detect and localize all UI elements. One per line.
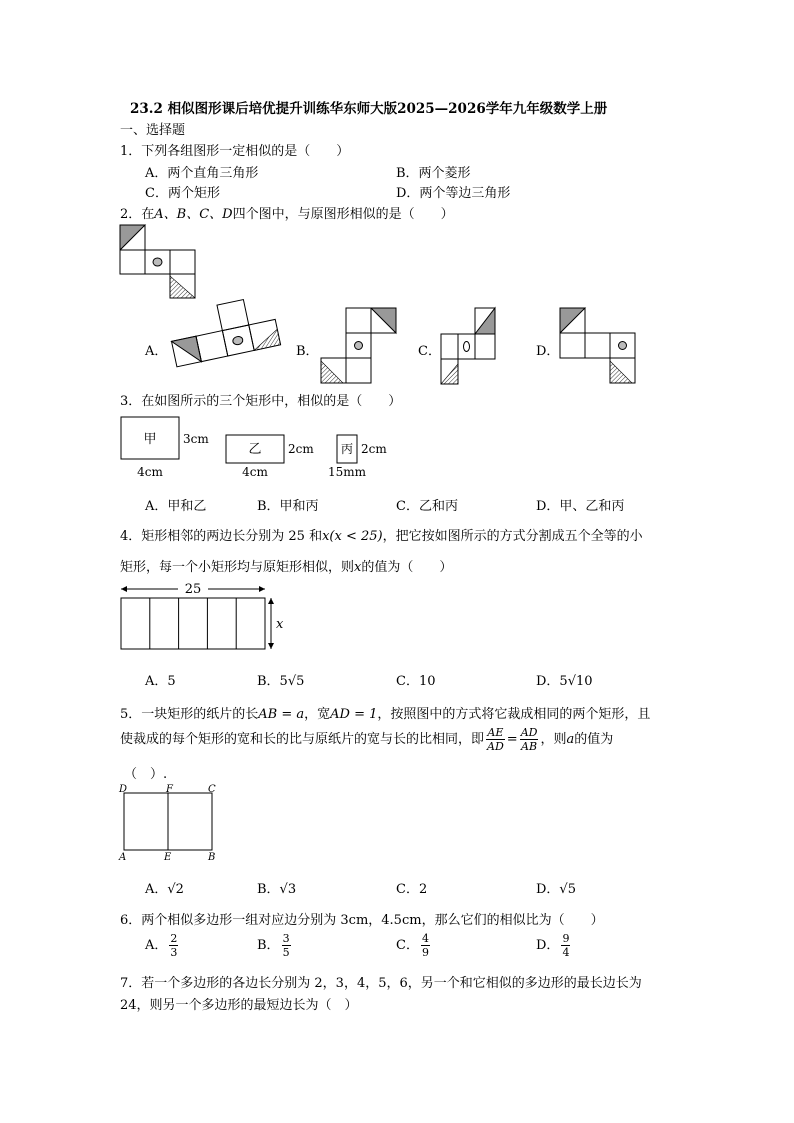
q6-d-num: 9: [562, 932, 570, 945]
q6-stem: 6．两个相似多边形一组对应边分别为 3cm，4.5cm，那么它们的相似比为（ ）: [120, 913, 604, 928]
q5-line2-var: a: [566, 732, 575, 747]
q5-label-c: C: [208, 784, 216, 795]
q3-option-a[interactable]: A．甲和乙: [145, 499, 207, 514]
q6-option-d[interactable]: [536, 932, 572, 959]
q2-option-a[interactable]: A．: [145, 344, 168, 359]
q3-rect-jia-label: 甲: [143, 432, 157, 447]
q6-a-num: 2: [170, 932, 178, 945]
q1-option-a[interactable]: A．两个直角三角形: [145, 166, 259, 181]
q5-option-c[interactable]: C．2: [396, 882, 428, 897]
q5-label-b: B: [208, 852, 216, 863]
q5-option-d[interactable]: D．√5: [536, 882, 576, 897]
q3-rect-jia-side: 3cm: [183, 432, 209, 446]
q5-frac-2: [520, 726, 539, 753]
q1-option-d[interactable]: D．两个等边三角形: [396, 186, 511, 201]
q3-stem: 3．在如图所示的三个矩形中，相似的是（ ）: [120, 394, 402, 409]
q5-line2-a: 使裁成的每个矩形的宽和长的比与原纸片的宽与长的比相同，即: [120, 732, 485, 747]
q6-d-label: D．: [536, 938, 560, 953]
q6-c-label: C．: [396, 938, 419, 953]
q2-option-a-figure[interactable]: [168, 310, 284, 366]
section-heading: 一、选择题: [120, 123, 186, 138]
q7-line-2: 24，则另一个多边形的最短边长为（ ）: [120, 998, 358, 1013]
page-title: 23.2 相似图形课后培优提升训练华东师大版2025—2026学年九年级数学上册: [130, 101, 608, 117]
q6-c-den: 9: [421, 946, 429, 959]
q4-line1-pre: 4．矩形相邻的两边长分别为 25 和: [120, 529, 323, 544]
q5-label-d: D: [119, 784, 128, 795]
q3-rect-bing-label: 丙: [340, 442, 354, 456]
q5-line2-c: 的值为: [574, 732, 614, 747]
q4-line1-cond: (x < 25): [329, 529, 383, 544]
q6-option-a[interactable]: [145, 932, 180, 959]
q2-option-b-figure[interactable]: [320, 307, 400, 385]
q3-option-c[interactable]: C．乙和丙: [396, 499, 458, 514]
q4-line1-var: x: [322, 529, 330, 544]
q5-frac2-num: AD: [520, 726, 538, 739]
q6-b-frac: [282, 932, 291, 959]
q4-line-2: [120, 556, 452, 575]
q5-frac1-den: AD: [487, 740, 504, 753]
q6-option-b[interactable]: [257, 932, 293, 959]
q5-line2-b: ，则: [540, 732, 567, 747]
q4-line-1: [120, 525, 643, 544]
q4-option-a[interactable]: A．5: [145, 674, 176, 689]
q4-line2-post: 的值为（ ）: [361, 560, 453, 575]
q3-rect-jia-bottom: 4cm: [137, 465, 163, 479]
q6-c-frac: [421, 932, 430, 959]
q5-frac2-den: AB: [521, 740, 538, 753]
q5-label-a: A: [119, 852, 127, 863]
q5-line-1: [120, 703, 650, 722]
q3-option-b[interactable]: B．甲和丙: [257, 499, 319, 514]
q2-option-d[interactable]: D．: [536, 344, 560, 359]
q6-b-label: B．: [257, 938, 280, 953]
q5-label-e: E: [164, 852, 172, 863]
q3-rect-yi-bottom: 4cm: [242, 465, 268, 479]
q1-stem: 1．下列各组图形一定相似的是（ ）: [120, 144, 350, 159]
q6-d-frac: [561, 932, 570, 959]
q6-option-c[interactable]: [396, 932, 432, 959]
q3-figure: [120, 415, 400, 480]
q2-original-figure: [119, 224, 199, 300]
q5-line1-a: 5．一块矩形的纸片的长: [120, 707, 259, 722]
q1-option-c[interactable]: C．两个矩形: [145, 186, 220, 201]
q2-stem-pre: 2．在: [120, 207, 155, 222]
q2-stem-post: 四个图中，与原图形相似的是（ ）: [232, 207, 454, 222]
q4-line2-var: x: [354, 560, 362, 575]
q4-top-label: 25: [184, 582, 202, 597]
q5-frac-1: [486, 726, 505, 753]
q5-line1-ad: AD = 1: [330, 707, 378, 722]
q5-figure: [116, 783, 226, 863]
q6-b-den: 5: [282, 946, 290, 959]
q5-line-3: （ ）.: [124, 767, 168, 782]
q5-line-2: [120, 726, 613, 753]
q2-option-c-figure[interactable]: [440, 307, 500, 387]
q6-b-num: 3: [282, 932, 290, 945]
q4-option-b[interactable]: B．5√5: [257, 674, 305, 689]
q4-side-label: x: [276, 617, 284, 632]
q3-option-d[interactable]: D．甲、乙和丙: [536, 499, 625, 514]
q2-option-b[interactable]: B．: [296, 344, 319, 359]
q5-line1-b: ，宽: [304, 707, 331, 722]
q2-option-d-figure[interactable]: [559, 307, 639, 385]
q4-line1-post: ，把它按如图所示的方式分割成五个全等的小: [382, 529, 643, 544]
q6-a-frac: [169, 932, 178, 959]
q4-line2-pre: 矩形，每一个小矩形均与原矩形相似，则: [120, 560, 355, 575]
q6-d-den: 4: [562, 946, 570, 959]
q6-c-num: 4: [421, 932, 429, 945]
q5-line1-c: ，按照图中的方式将它裁成相同的两个矩形，且: [377, 707, 651, 722]
q5-frac1-num: AE: [487, 726, 504, 739]
q6-a-den: 3: [170, 946, 178, 959]
q5-eq: =: [506, 732, 518, 747]
q5-option-a[interactable]: A．√2: [145, 882, 184, 897]
q4-option-d[interactable]: D．5√10: [536, 674, 593, 689]
q7-line-1: 7．若一个多边形的各边长分别为 2，3，4，5，6，另一个和它相似的多边形的最长边长为: [120, 976, 642, 991]
q6-a-label: A．: [145, 938, 168, 953]
q5-label-f: F: [166, 784, 173, 795]
q2-stem: [120, 203, 454, 222]
q3-rect-bing-side: 2cm: [361, 442, 387, 456]
q2-option-c[interactable]: C．: [418, 344, 441, 359]
q3-rect-bing-bottom: 15mm: [327, 465, 367, 479]
q2-stem-letters: A、B、C、D: [154, 207, 233, 222]
q4-option-c[interactable]: C．10: [396, 674, 436, 689]
q3-rect-yi-label: 乙: [248, 442, 262, 457]
q1-option-b[interactable]: B．两个菱形: [396, 166, 471, 181]
q3-rect-yi-side: 2cm: [288, 442, 314, 456]
q4-figure: [118, 580, 293, 652]
q5-line1-ab: AB = a: [258, 707, 305, 722]
q5-option-b[interactable]: B．√3: [257, 882, 297, 897]
